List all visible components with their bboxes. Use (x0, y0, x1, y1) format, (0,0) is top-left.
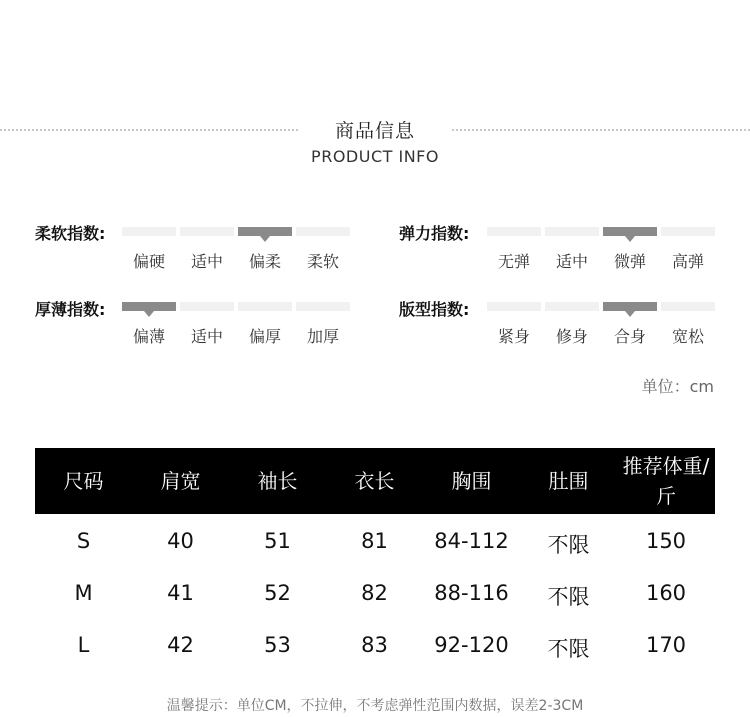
table-cell: 52 (264, 581, 291, 605)
index-segment (180, 227, 234, 236)
index-segment (545, 302, 599, 311)
index-segment (296, 227, 350, 236)
table-header-cell: 肩宽 (160, 469, 201, 493)
index-segment (180, 302, 234, 311)
index-option: 偏薄 (132, 327, 165, 346)
table-cell: 84-112 (434, 529, 509, 553)
index-label: 版型指数: (399, 300, 470, 319)
table-cell: 不限 (547, 585, 590, 609)
index-option: 适中 (555, 252, 588, 271)
table-header-cell: 袖长 (257, 469, 298, 493)
table-cell: 82 (361, 581, 388, 605)
section-title: 商品信息 (334, 120, 415, 142)
table-cell: 150 (645, 529, 687, 553)
size-table-header (35, 448, 715, 514)
table-cell: 40 (167, 529, 194, 553)
footnote: 温馨提示：单位CM，不拉伸，不考虑弹性范围内数据，误差2-3CM (166, 698, 584, 714)
table-cell: L (77, 633, 90, 657)
index-option: 修身 (555, 327, 588, 346)
section-subtitle: PRODUCT INFO (311, 147, 439, 166)
index-option: 适中 (190, 252, 223, 271)
table-cell: 53 (264, 633, 291, 657)
index-option: 偏硬 (132, 252, 165, 271)
index-label: 弹力指数: (399, 224, 470, 243)
index-option: 宽松 (671, 327, 704, 346)
index-label: 厚薄指数: (35, 300, 106, 319)
table-cell: 83 (361, 633, 388, 657)
table-header-cell: 胸围 (451, 469, 492, 493)
index-option: 高弹 (671, 252, 704, 271)
index-segment (122, 227, 176, 236)
table-header-cell: 肚围 (548, 469, 589, 493)
index-option: 合身 (613, 327, 646, 346)
table-cell: 51 (264, 529, 291, 553)
table-header-cell: 推荐体重/斤 (622, 454, 710, 508)
index-option: 无弹 (497, 252, 530, 271)
index-segment (487, 302, 541, 311)
index-segment-selected (238, 227, 292, 236)
table-cell: S (76, 529, 91, 553)
table-cell: 88-116 (434, 581, 509, 605)
index-segment-selected (122, 302, 176, 311)
index-segment (661, 227, 715, 236)
table-header-cell: 尺码 (63, 469, 104, 493)
index-option: 微弹 (613, 252, 646, 271)
index-segment (661, 302, 715, 311)
table-cell: M (74, 581, 93, 605)
index-option: 适中 (190, 327, 223, 346)
index-segment (238, 302, 292, 311)
table-header-cell: 衣长 (354, 469, 395, 493)
index-segment (487, 227, 541, 236)
index-segment (296, 302, 350, 311)
index-segment-selected (603, 227, 657, 236)
table-cell: 不限 (547, 637, 590, 661)
index-option: 加厚 (306, 327, 339, 346)
table-cell: 41 (167, 581, 194, 605)
index-option: 偏柔 (248, 252, 281, 271)
table-cell: 160 (645, 581, 687, 605)
table-cell: 81 (361, 529, 388, 553)
index-option: 柔软 (306, 252, 339, 271)
index-segment (545, 227, 599, 236)
index-option: 紧身 (497, 327, 530, 346)
table-cell: 92-120 (434, 633, 509, 657)
table-cell: 42 (167, 633, 194, 657)
index-label: 柔软指数: (35, 224, 106, 243)
table-cell: 不限 (547, 533, 590, 557)
table-cell: 170 (645, 633, 687, 657)
index-segment-selected (603, 302, 657, 311)
unit-label: 单位：cm (641, 377, 714, 396)
index-option: 偏厚 (248, 327, 281, 346)
